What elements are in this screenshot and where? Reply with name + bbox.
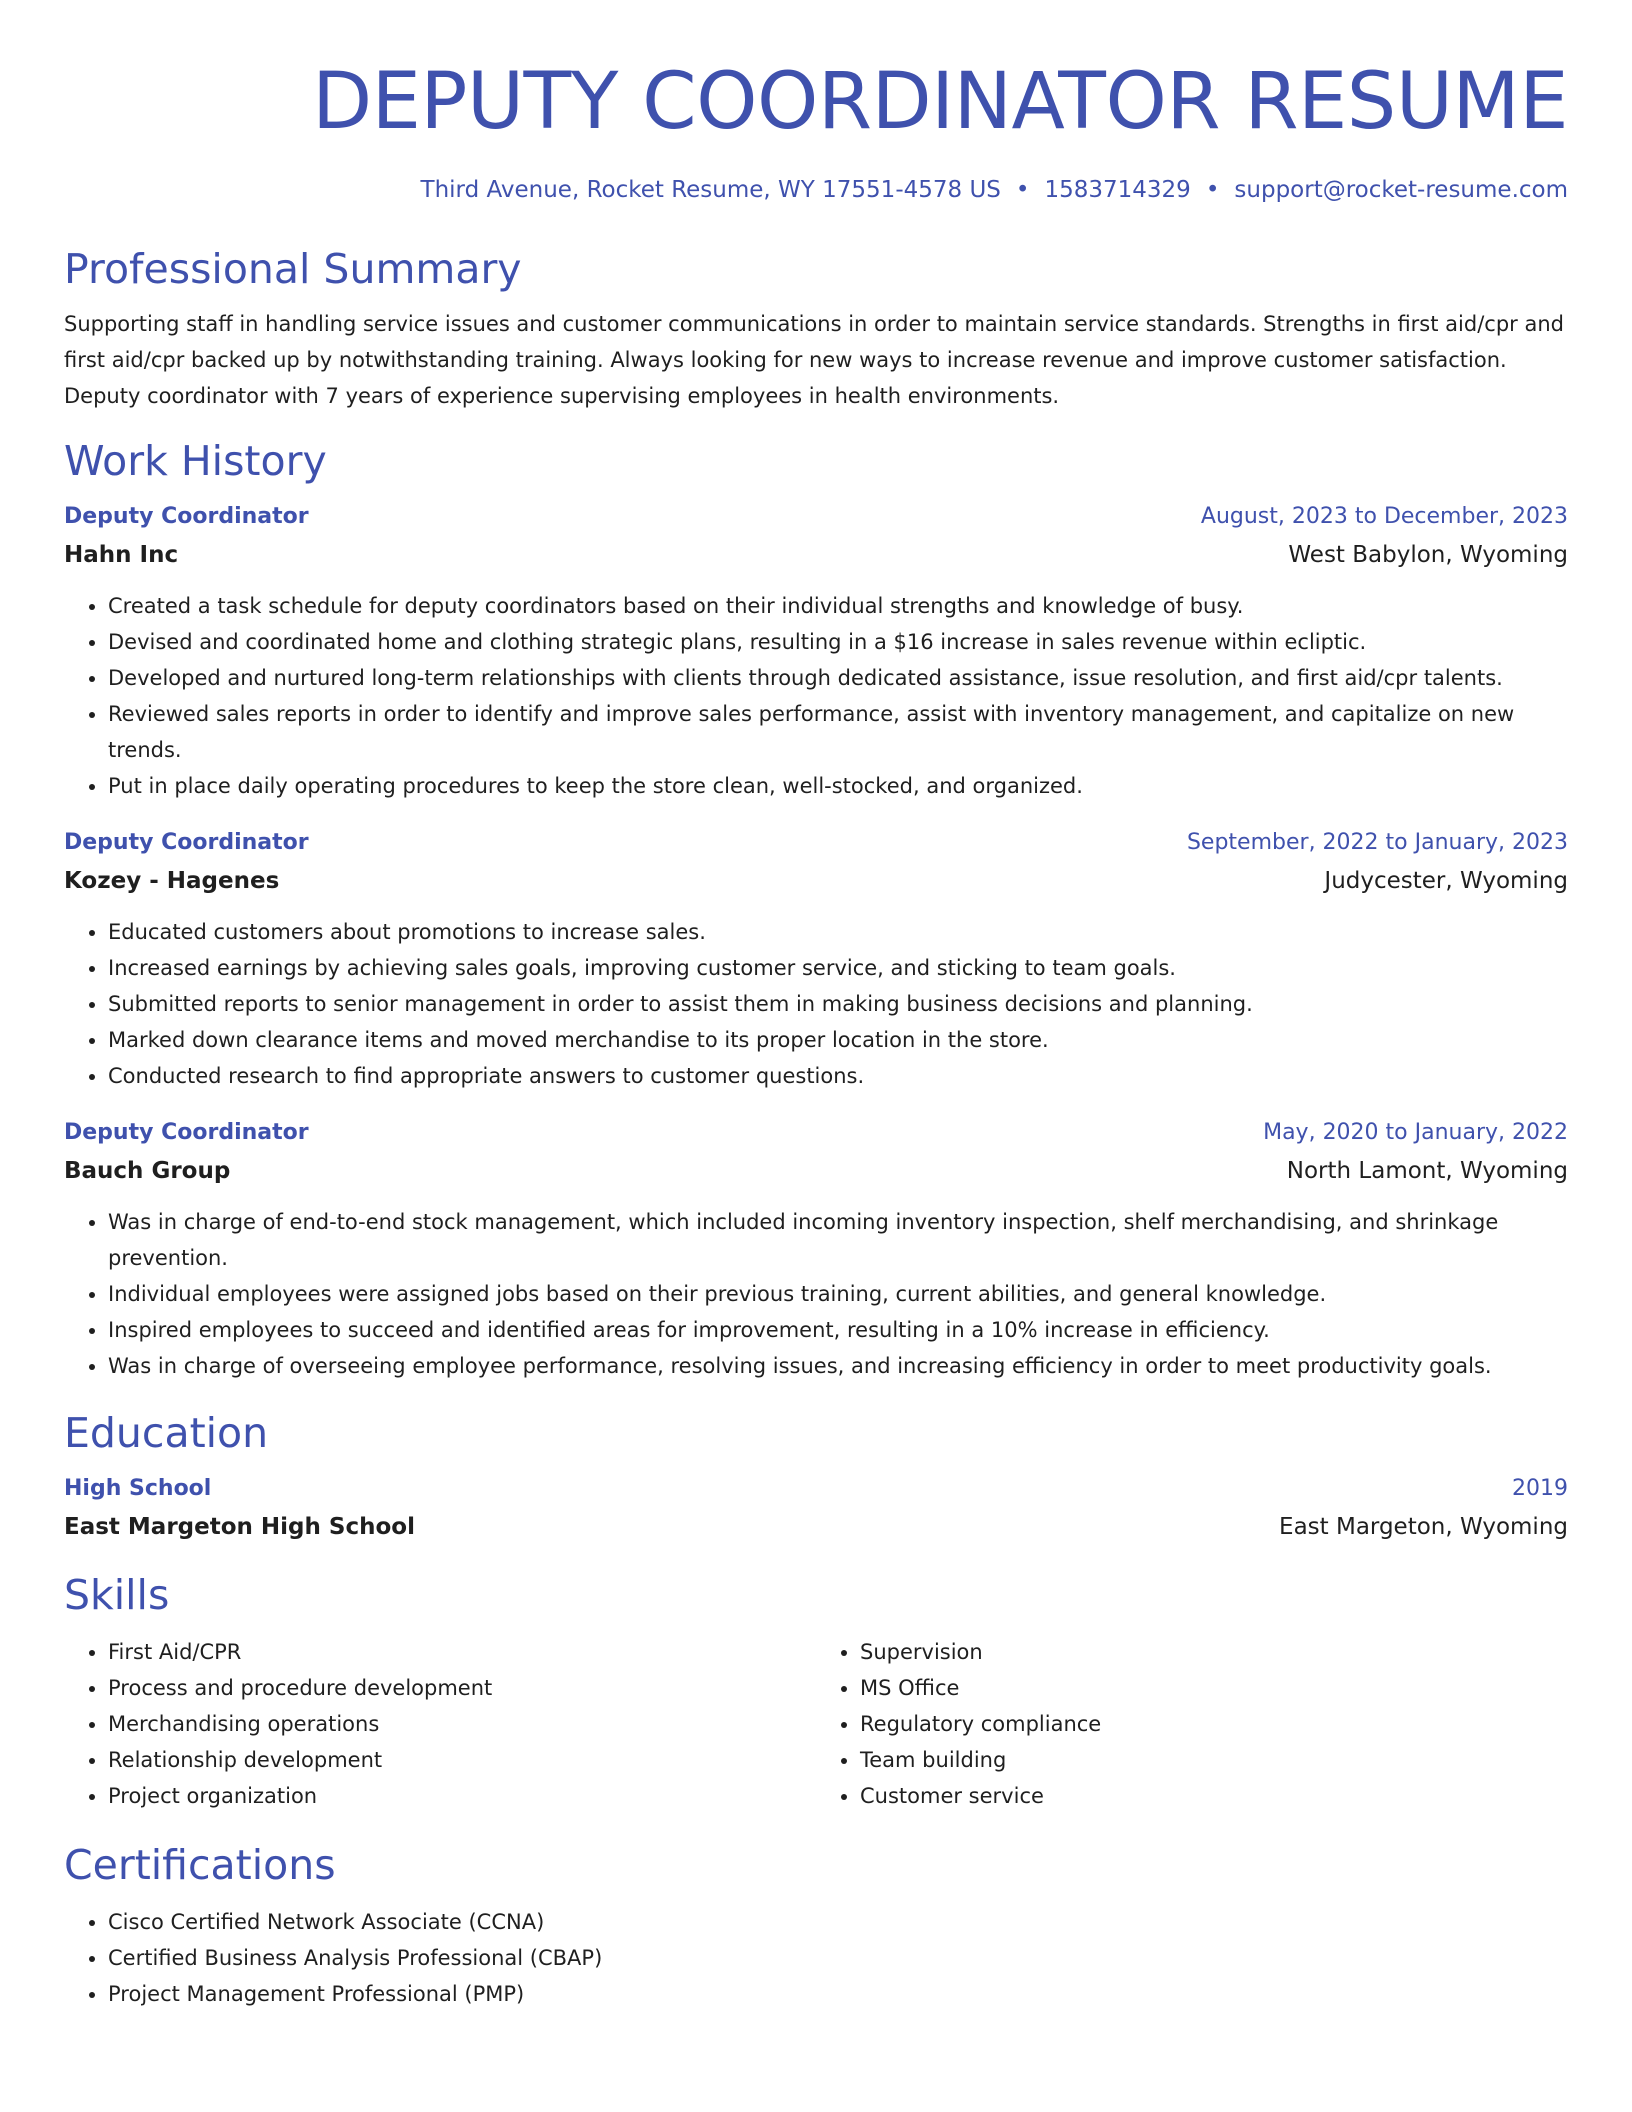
contact-email: support@rocket-resume.com [1234, 177, 1568, 203]
job-role: Deputy Coordinator [64, 504, 309, 529]
job-bullet: • Was in charge of end-to-end stock management, which included incoming inventory inspection, shelf merchandising, and shrinkage prevention. [108, 1204, 1568, 1276]
skill-item: • Process and procedure development [108, 1670, 816, 1706]
contact-address: Third Avenue, Rocket Resume, WY 17551-4578 US [420, 177, 1001, 203]
skill-item: • Merchandising operations [108, 1706, 816, 1742]
section-heading-certifications: Certifications [64, 1841, 336, 1889]
contact-phone: 1583714329 [1044, 177, 1191, 203]
job-bullet: • Reviewed sales reports in order to identify and improve sales performance, assist with inventory management, and capitalize on new trends. [108, 696, 1568, 768]
job-role: Deputy Coordinator [64, 830, 309, 855]
job-bullet: • Inspired employees to succeed and identified areas for improvement, resulting in a 10% increase in efficiency. [108, 1312, 1568, 1348]
skill-item: • MS Office [860, 1670, 1568, 1706]
certification-item: • Cisco Certified Network Associate (CCNA) [108, 1904, 1568, 1940]
education-school: East Margeton High School [64, 1514, 415, 1540]
skill-item: • Supervision [860, 1634, 1568, 1670]
job-entry [64, 1114, 1568, 1384]
section-heading-work-history: Work History [64, 437, 327, 485]
job-bullet: • Developed and nurtured long-term relationships with clients through dedicated assistance, issue resolution, and first aid/cpr talents. [108, 660, 1568, 696]
job-dates: September, 2022 to January, 2023 [1186, 830, 1568, 855]
summary-text: Supporting staff in handling service issues and customer communications in order to maintain service standards. Strengths in first aid/cpr and first aid/cpr backed up by notwithstanding training. Always looking for new ways to increase revenue and improve customer satisfaction. Deputy coordinator with 7 years of experience supervising employees in health environments. [64, 312, 1564, 408]
job-bullet-list [64, 588, 1568, 804]
certifications-list [64, 1904, 1568, 2012]
education-degree: High School [64, 1476, 212, 1501]
section-heading-summary: Professional Summary [64, 245, 522, 293]
section-heading-education: Education [64, 1409, 269, 1457]
job-entry [64, 498, 1568, 804]
job-entry [64, 824, 1568, 1094]
job-bullet-list [64, 914, 1568, 1094]
job-company: Bauch Group [64, 1158, 231, 1184]
skill-item: • Regulatory compliance [860, 1706, 1568, 1742]
certification-item: • Certified Business Analysis Professional (CBAP) [108, 1940, 1568, 1976]
job-bullet: • Increased earnings by achieving sales goals, improving customer service, and sticking to team goals. [108, 950, 1568, 986]
skill-item: • Team building [860, 1742, 1568, 1778]
job-dates: May, 2020 to January, 2022 [1263, 1120, 1568, 1145]
job-bullet: • Educated customers about promotions to increase sales. [108, 914, 1568, 950]
job-bullet: • Marked down clearance items and moved merchandise to its proper location in the store. [108, 1022, 1568, 1058]
skills-list-right [816, 1634, 1568, 1814]
job-company: Hahn Inc [64, 542, 179, 568]
resume-title: DEPUTY COORDINATOR RESUME [312, 57, 1568, 147]
job-bullet-list [64, 1204, 1568, 1384]
job-dates: August, 2023 to December, 2023 [1200, 504, 1568, 529]
contact-separator: • [1015, 177, 1030, 203]
skills-list-left [64, 1634, 816, 1814]
job-company: Kozey - Hagenes [64, 868, 280, 894]
job-bullet: • Submitted reports to senior management in order to assist them in making business decisions and planning. [108, 986, 1568, 1022]
job-role: Deputy Coordinator [64, 1120, 309, 1145]
contact-line [64, 174, 1568, 206]
job-bullet: • Conducted research to find appropriate answers to customer questions. [108, 1058, 1568, 1094]
contact-separator: • [1205, 177, 1220, 203]
certification-item: • Project Management Professional (PMP) [108, 1976, 1568, 2012]
job-bullet: • Devised and coordinated home and clothing strategic plans, resulting in a $16 increase in sales revenue within ecliptic. [108, 624, 1568, 660]
job-bullet: • Put in place daily operating procedures to keep the store clean, well-stocked, and organized. [108, 768, 1568, 804]
job-bullet: • Created a task schedule for deputy coordinators based on their individual strengths and knowledge of busy. [108, 588, 1568, 624]
skills-columns [64, 1620, 1568, 1814]
skill-item: • Project organization [108, 1778, 816, 1814]
job-bullet: • Was in charge of overseeing employee performance, resolving issues, and increasing efficiency in order to meet productivity goals. [108, 1348, 1568, 1384]
education-location: East Margeton, Wyoming [1279, 1514, 1568, 1540]
skill-item: • Relationship development [108, 1742, 816, 1778]
resume-page [64, 0, 1568, 2012]
skill-item: • Customer service [860, 1778, 1568, 1814]
job-bullet: • Individual employees were assigned jobs based on their previous training, current abilities, and general knowledge. [108, 1276, 1568, 1312]
skill-item: • First Aid/CPR [108, 1634, 816, 1670]
job-location: Judycester, Wyoming [1324, 868, 1568, 894]
section-heading-skills: Skills [64, 1571, 170, 1619]
job-location: West Babylon, Wyoming [1288, 542, 1568, 568]
job-location: North Lamont, Wyoming [1286, 1158, 1568, 1184]
education-year: 2019 [1512, 1476, 1568, 1501]
education-entry [64, 1470, 1568, 1546]
